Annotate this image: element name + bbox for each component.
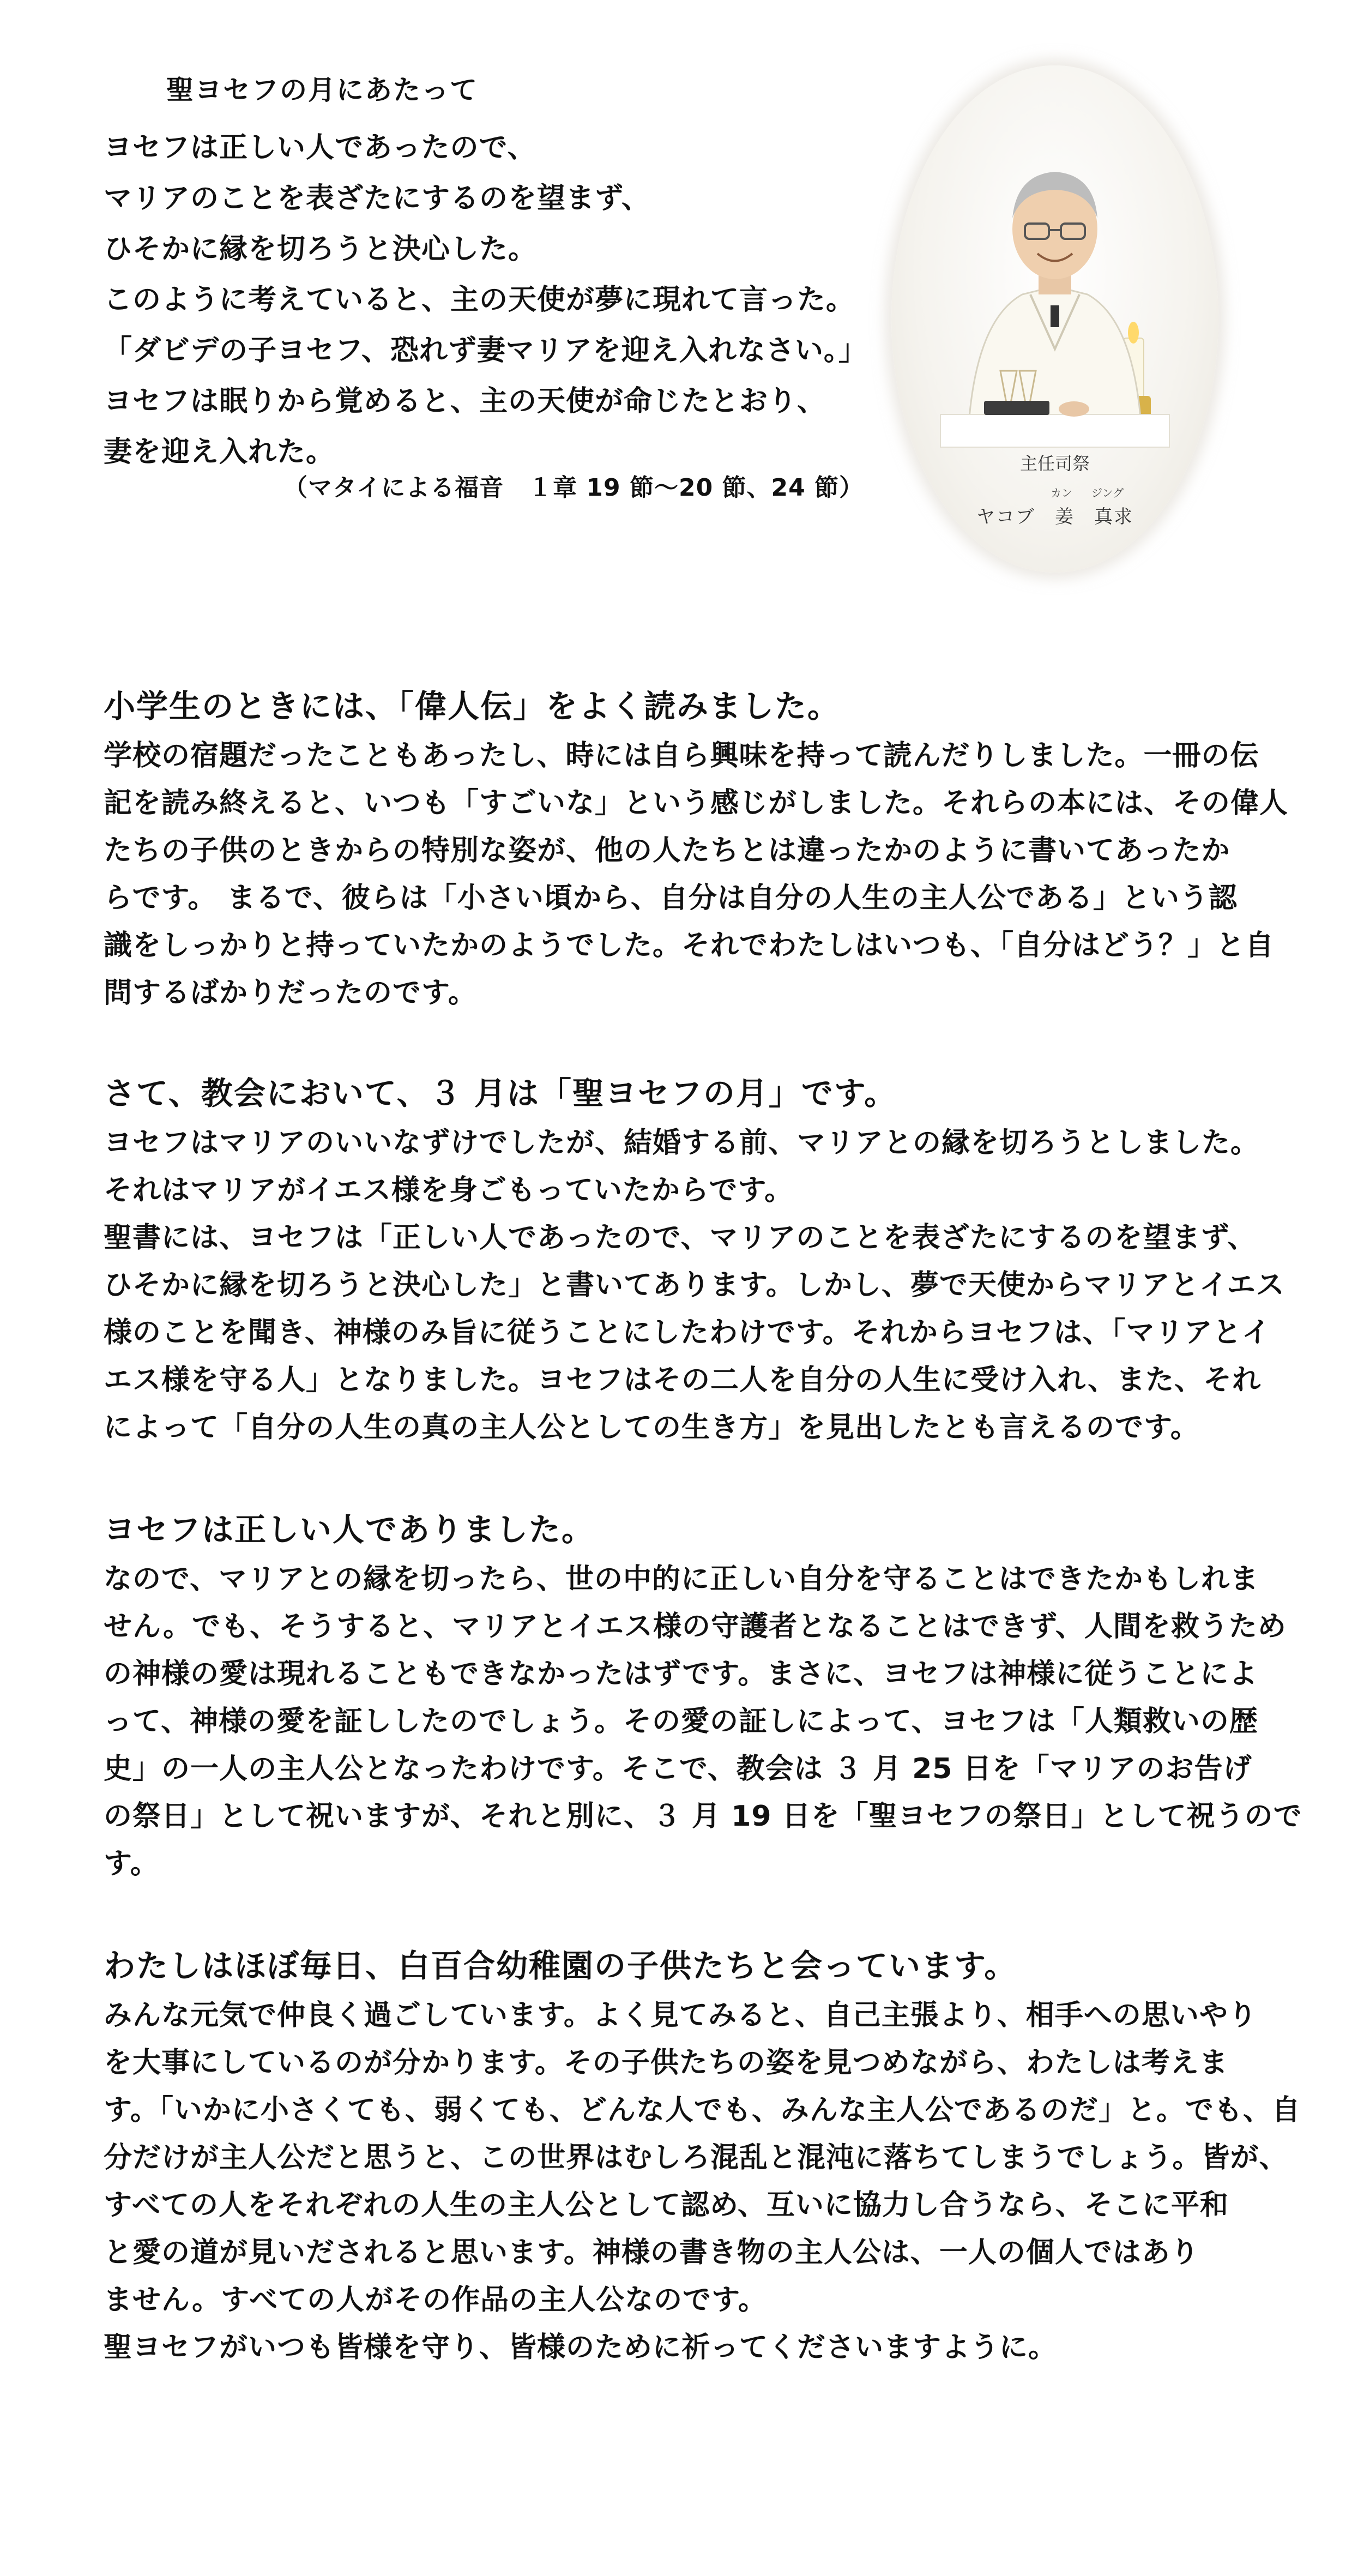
paragraph-line: せん。でも、そうすると、マリアとイエス様の守護者となることはできず、人間を救うため <box>104 1610 1287 1643</box>
paragraph-line: エス様を守る人」となりました。ヨセフはその二人を自分の人生に受け入れ、また、それ <box>104 1364 1262 1397</box>
paragraph-line: の祭日」として祝いますが、それと別に、３ 月 19 日を「聖ヨセフの祭日」として祝うので <box>104 1800 1302 1833</box>
section-body <box>104 1992 1301 2372</box>
verse-line: ひそかに縁を切ろうと決心した。 <box>104 233 538 266</box>
paragraph-line: なので、マリアとの縁を切ったら、世の中的に正しい自分を守ることはできたかもしれま <box>104 1563 1259 1596</box>
paragraph-line: す。 <box>104 1847 159 1880</box>
paragraph-line: を大事にしているのが分かります。その子供たちの姿を見つめながら、わたしは考えま <box>104 2047 1228 2079</box>
section-heading: わたしはほぼ毎日、白百合幼稚園の子供たちと会っています。 <box>104 1947 1017 1984</box>
paragraph-line: 史」の一人の主人公となったわけです。そこで、教会は ３ 月 25 日を「マリアのお告げ <box>104 1753 1252 1785</box>
section-heading: 小学生のときには、「偉人伝」をよく読みました。 <box>104 688 841 725</box>
paragraph-line: ヨセフはマリアのいいなずけでしたが、結婚する前、マリアとの縁を切ろうとしました。 <box>104 1127 1260 1159</box>
paragraph-line: 識をしっかりと持っていたかのようでした。それでわたしはいつも、「自分はどう？」と自 <box>104 929 1275 962</box>
paragraph-line: 聖書には、ヨセフは「正しい人であったので、マリアのことを表ざたにするのを望まず、 <box>104 1221 1257 1254</box>
priest-name: ヤコブ 姜 真求 <box>976 506 1133 528</box>
page-title: 聖ヨセフの月にあたって <box>166 74 478 106</box>
name-ruby: カン <box>1051 486 1072 499</box>
paragraph-line: って、神様の愛を証ししたのでしょう。その愛の証しによって、ヨセフは「人類救いの歴 <box>104 1705 1258 1738</box>
verse-line: このように考えていると、主の天使が夢に現れて言った。 <box>104 284 855 316</box>
section-heading: さて、教会において、３ 月は「聖ヨセフの月」です。 <box>104 1075 897 1112</box>
paragraph-line: すべての人をそれぞれの人生の主人公として認め、互いに協力し合うなら、そこに平和 <box>104 2189 1229 2222</box>
verse-line: ヨセフは正しい人であったので、 <box>104 131 536 164</box>
scripture-citation: （マタイによる福音 １章 19 節～20 節、24 節） <box>283 474 864 502</box>
section-month-of-joseph <box>104 1072 1285 1452</box>
paragraph-line: 分だけが主人公だと思うと、この世界はむしろ混乱と混沌に落ちてしまうでしょう。皆が、 <box>104 2141 1288 2174</box>
verse-line: 妻を迎え入れた。 <box>104 436 335 468</box>
section-body <box>104 1120 1285 1452</box>
name-ruby: ジング <box>1091 486 1124 499</box>
verse-line: 「ダビデの子ヨセフ、恐れず妻マリアを迎え入れなさい。」 <box>104 334 867 367</box>
verse-line: ヨセフは眠りから覚めると、主の天使が命じたとおり、 <box>104 385 826 418</box>
paragraph-line: ひそかに縁を切ろうと決心した」と書いてあります。しかし、夢で天使からマリアとイエス <box>104 1269 1285 1302</box>
priest-portrait <box>891 65 1218 573</box>
verse-line: マリアのことを表ざたにするのを望まず、 <box>104 182 650 215</box>
section-biographies <box>104 684 1289 1017</box>
paragraph-line: す。「いかに小さくても、弱くても、どんな人でも、みんな主人公であるのだ」と。でも、自 <box>104 2094 1301 2127</box>
paragraph-line: ません。すべての人がその作品の主人公なのです。 <box>104 2284 767 2316</box>
paragraph-line: らです。 まるで、彼らは「小さい頃から、自分は自分の人生の主人公である」という認 <box>104 882 1238 914</box>
paragraph-line: によって「自分の人生の真の主人公としての生き方」を見出したとも言えるのです。 <box>104 1411 1199 1444</box>
section-body <box>104 1556 1302 1888</box>
section-heading: ヨセフは正しい人でありました。 <box>104 1511 595 1548</box>
paragraph-line: みんな元気で仲良く過ごしています。よく見てみると、自己主張より、相手への思いやり <box>104 1999 1257 2032</box>
paragraph-line: 記を読み終えると、いつも「すごいな」という感じがしました。それらの本には、その偉人 <box>104 787 1289 820</box>
paragraph-line: 問するばかりだったのです。 <box>104 977 477 1009</box>
paragraph-line: 様のことを聞き、神様のみ旨に従うことにしたわけです。それからヨセフは、「マリアとイ <box>104 1316 1271 1349</box>
paragraph-line: たちの子供のときからの特別な姿が、他の人たちとは違ったかのように書いてあったか <box>104 834 1230 867</box>
section-kindergarten <box>104 1944 1301 2372</box>
paragraph-line: の神様の愛は現れることもできなかったはずです。まさに、ヨセフは神様に従うことによ <box>104 1658 1258 1690</box>
paragraph-line: それはマリアがイエス様を身ごもっていたからです。 <box>104 1174 794 1207</box>
section-body <box>104 732 1289 1017</box>
priest-role: 主任司祭 <box>1019 453 1090 474</box>
paragraph-line: 学校の宿題だったこともあったし、時には自ら興味を持って読んだりしました。一冊の伝 <box>104 739 1259 772</box>
paragraph-line: 聖ヨセフがいつも皆様を守り、皆様のために祈ってくださいますように。 <box>104 2331 1058 2364</box>
scripture-verse <box>104 123 894 478</box>
paragraph-line: と愛の道が見いだされると思います。神様の書き物の主人公は、一人の個人ではあり <box>104 2236 1199 2269</box>
section-righteous-joseph <box>104 1508 1302 1888</box>
